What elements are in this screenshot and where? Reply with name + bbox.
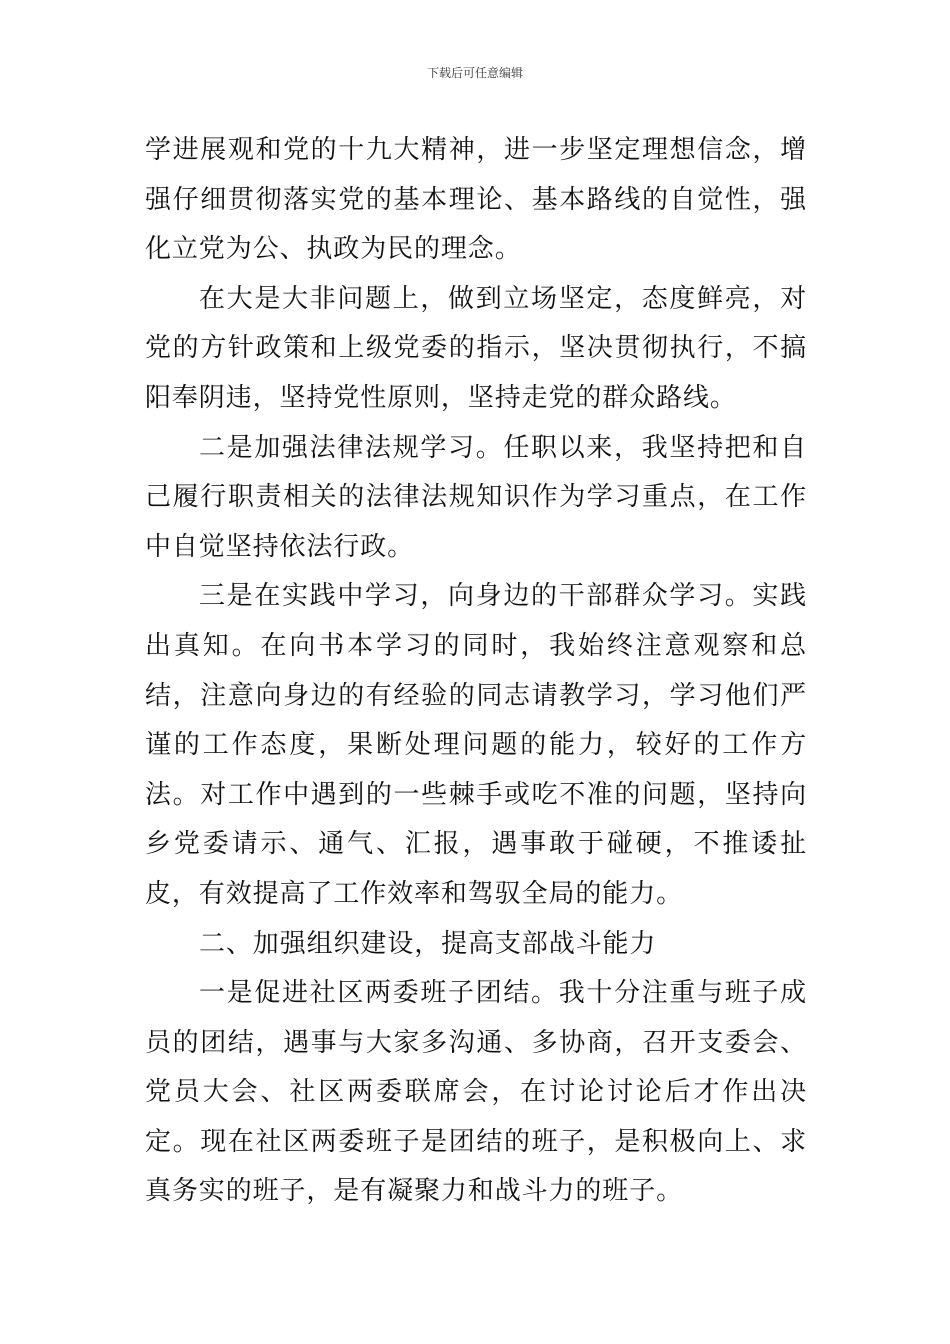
header-note: 下载后可任意编辑 xyxy=(426,66,523,80)
paragraph-practice-study: 三是在实践中学习，向身边的干部群众学习。实践出真知。在向书本学习的同时，我始终注意观察和总结，注意向身边的有经验的同志请教学习，学习他们严谨的工作态度，果断处理问题的能力，较好的工作方法。对工作中遇到的一些棘手或吃不准的问题，坚持向乡党委请示、通气、汇报，遇事敢于碰硬，不推诿扯皮，有效提高了工作效率和驾驭全局的能力。 xyxy=(145,581,807,909)
paragraph-continuation: 学进展观和党的十九大精神，进一步坚定理想信念，增强仔细贯彻落实党的基本理论、基本路线的自觉性，强化立党为公、执政为民的理念。 xyxy=(145,135,807,265)
paragraph-political-stance: 在大是大非问题上，做到立场坚定，态度鲜亮，对党的方针政策和上级党委的指示，坚决贯彻执行，不搞阳奉阴违，坚持党性原则，坚持走党的群众路线。 xyxy=(145,283,807,413)
paragraph-law-study: 二是加强法律法规学习。任职以来，我坚持把和自己履行职责相关的法律法规知识作为学习重点，在工作中自觉坚持依法行政。 xyxy=(145,432,807,562)
paragraph-team-unity: 一是促进社区两委班子团结。我十分注重与班子成员的团结，遇事与大家多沟通、多协商，召开支委会、党员大会、社区两委联席会，在讨论讨论后才作出决定。现在社区两委班子是团结的班子，是积极向上、求真务实的班子，是有凝聚力和战斗力的班子。 xyxy=(145,978,807,1207)
document-body xyxy=(145,126,807,1217)
section-heading-organization: 二、加强组织建设，提高支部战斗能力 xyxy=(199,928,657,959)
